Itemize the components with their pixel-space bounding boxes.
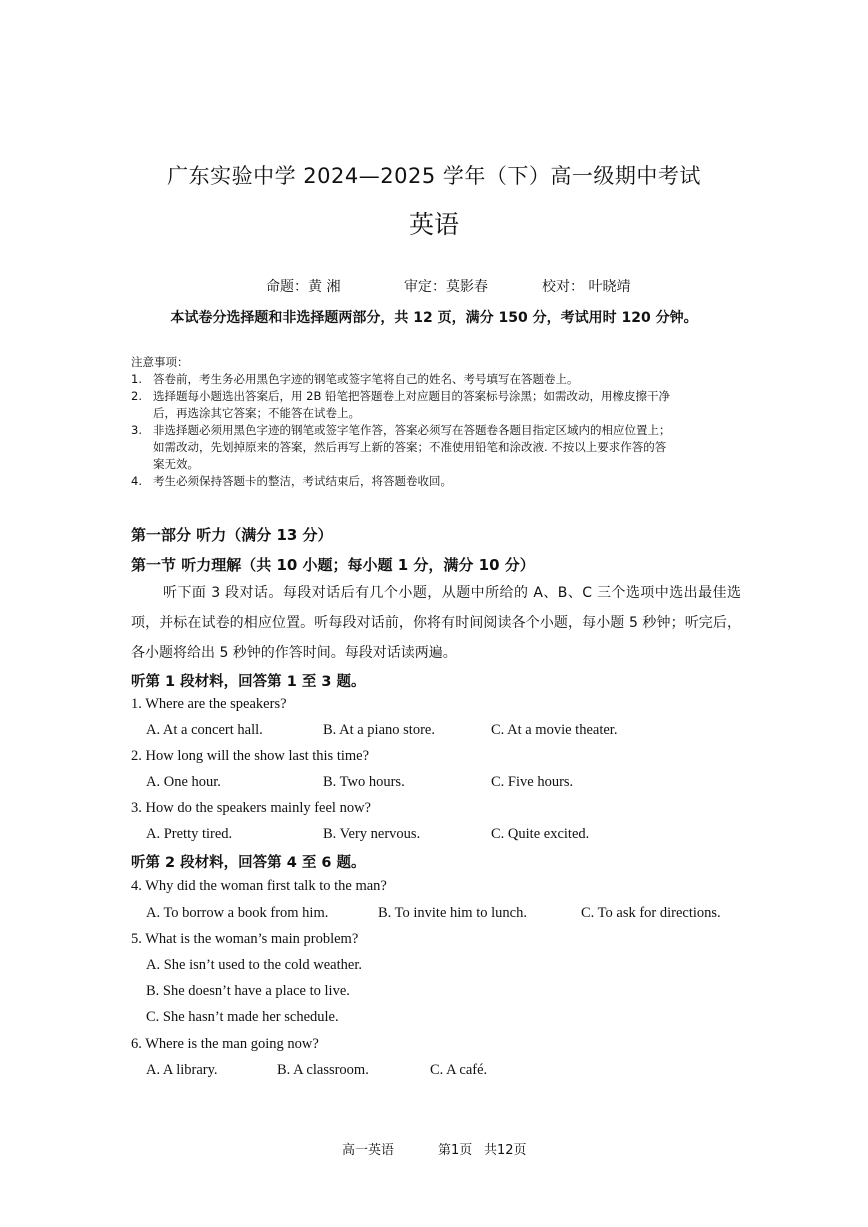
subject-title: 英语	[408, 210, 459, 239]
note-text-continued: 如需改动，先划掉原来的答案，然后再写上新的答案；不准使用铅笔和涂改液. 不按以上要求作答的答	[153, 440, 667, 454]
material-heading: 听第 2 段材料，回答第 4 至 6 题。	[131, 855, 366, 871]
option-c: C. At a movie theater.	[491, 722, 618, 738]
note-text-continued: 案无效。	[153, 457, 199, 471]
question-3: 3. How do the speakers mainly feel now?	[131, 800, 371, 816]
notes-heading: 注意事项：	[131, 355, 189, 369]
note-item	[131, 371, 579, 388]
listening-instructions: 听下面 3 段对话。每段对话后有几个小题，从题中所给的 A、B、C 三个选项中选出最佳选项，并标在试卷的相应位置。听每段对话前，你将有时间阅读各个小题，每小题 5 秒钟；听完后，各小题将给出 5 秒钟的作答时间。每段对话读两遍。	[131, 585, 741, 661]
question-4: 4. Why did the woman first talk to the man?	[131, 878, 387, 894]
section-title: 第一节 听力理解（共 10 小题；每小题 1 分，满分 10 分）	[131, 556, 535, 574]
option-b: B. Very nervous.	[323, 826, 421, 842]
note-item	[131, 422, 671, 473]
exam-title: 广东实验中学 2024—2025 学年（下）高一级期中考试	[167, 164, 701, 188]
note-item	[131, 388, 670, 422]
option-b: B. She doesn’t have a place to live.	[146, 983, 350, 999]
option-a: A. To borrow a book from him.	[146, 905, 329, 921]
note-number: 2.	[131, 389, 142, 403]
option-a: A. One hour.	[146, 774, 221, 790]
reviewer-credit: 审定：莫影春	[404, 279, 488, 295]
option-c: C. A café.	[430, 1062, 488, 1078]
note-number: 1.	[131, 372, 142, 386]
proofreader-credit: 校对： 叶晓靖	[542, 279, 631, 295]
note-text: 选择题每小题选出答案后，用 2B 铅笔把答题卷上对应题目的答案标号涂黑；如需改动，用橡皮擦干净	[153, 389, 671, 403]
option-c: C. Five hours.	[491, 774, 574, 790]
footer-page-number: 第1页	[438, 1143, 473, 1158]
option-a: A. Pretty tired.	[146, 826, 233, 842]
part-title: 第一部分 听力（满分 13 分）	[131, 526, 333, 544]
option-c: C. She hasn’t made her schedule.	[146, 1009, 339, 1025]
option-c: C. To ask for directions.	[581, 905, 721, 921]
option-a: A. She isn’t used to the cold weather.	[146, 957, 362, 973]
option-b: B. Two hours.	[323, 774, 405, 790]
note-item	[131, 473, 452, 490]
exam-info: 本试卷分选择题和非选择题两部分，共 12 页，满分 150 分，考试用时 120 分钟。	[170, 310, 698, 326]
note-text: 考生必须保持答题卡的整洁，考试结束后，将答题卷收回。	[153, 474, 452, 488]
footer-course: 高一英语	[342, 1143, 395, 1158]
option-a: A. A library.	[146, 1062, 218, 1078]
question-2: 2. How long will the show last this time?	[131, 748, 370, 764]
question-1: 1. Where are the speakers?	[131, 696, 287, 712]
option-b: B. To invite him to lunch.	[378, 905, 527, 921]
question-6: 6. Where is the man going now?	[131, 1036, 319, 1052]
note-number: 3.	[131, 423, 142, 437]
material-heading: 听第 1 段材料，回答第 1 至 3 题。	[131, 674, 366, 690]
note-text-continued: 后，再选涂其它答案；不能答在试卷上。	[153, 406, 360, 420]
option-a: A. At a concert hall.	[146, 722, 263, 738]
option-c: C. Quite excited.	[491, 826, 590, 842]
option-b: B. A classroom.	[277, 1062, 369, 1078]
note-text: 答卷前，考生务必用黑色字迹的钢笔或签字笔将自己的姓名、考号填写在答题卷上。	[153, 372, 579, 386]
note-text: 非选择题必须用黑色字迹的钢笔或签字笔作答，答案必须写在答题卷各题目指定区域内的相应位置上；	[153, 423, 671, 437]
question-5: 5. What is the woman’s main problem?	[131, 931, 359, 947]
option-b: B. At a piano store.	[323, 722, 435, 738]
author-credit: 命题：黄 湘	[266, 279, 341, 295]
note-number: 4.	[131, 474, 142, 488]
footer-total-pages: 共12页	[484, 1143, 527, 1158]
